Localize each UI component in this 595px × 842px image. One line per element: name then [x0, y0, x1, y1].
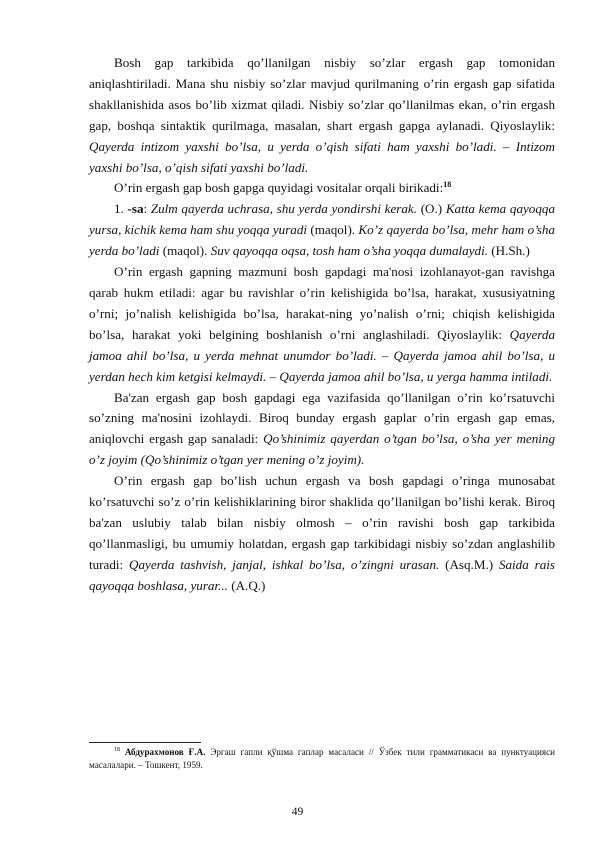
paragraph-text: O’rin ergash gap bosh gapga quyidagi vositalar orqali birikadi:	[114, 180, 444, 196]
paragraph	[89, 53, 555, 178]
example-text: Zulm qayerda uchrasa, shu yerda yondirshi kerak.	[150, 201, 418, 217]
example-text: Qo’shinimiz qayerdan o’tgan bo’lsa, o’sha yer mening o’z joyim (Qo’shinimiz o’tgan yer mening o’z joyim).	[89, 431, 555, 468]
footnote-author: Абдурахмонов Ғ.А.	[124, 747, 206, 757]
paragraph-text: (maqol).	[159, 243, 211, 259]
paragraph-text: (O.)	[417, 201, 446, 217]
paragraph-text: (Asq.M.)	[439, 556, 499, 572]
paragraph-text: :	[143, 201, 151, 217]
example-text: Saida rais qayoqqa boshlasa, yurar...	[89, 556, 555, 593]
page-number: 49	[291, 806, 304, 818]
body-text	[89, 53, 555, 597]
paragraph-text: (H.Sh.)	[487, 243, 530, 259]
example-text: Qayerda jamoa ahil bo’lsa, u yerda mehnat unumdor bo’ladi.	[89, 326, 555, 363]
example-text: Qayerda intizom yaxshi bo’lsa, u yerda o’qish sifati ham yaxshi bo’ladi. – Intizom yaxshi bo’lsa, o’qish sifati yaxshi bo’ladi.	[89, 138, 555, 175]
example-text: Qayerda tashvish, janjal, ishkal bo’lsa, o’zingni urasan.	[129, 556, 440, 572]
footnote-ref: 18	[443, 180, 452, 190]
footnote-separator	[89, 742, 201, 743]
paragraph	[89, 388, 555, 472]
example-text: Ko’z qayerda bo’lsa, mehr ham o’sha yerda bo’ladi	[89, 222, 555, 259]
paragraph-text: Ba'zan ergash gap bosh gapdagi ega vazifasida qo’llanilgan o’rin ko’rsatuvchi so’zning ma'nosini izohlaydi. Biroq bunday ergash gaplar o’rin ergash gap emas, aniqlovchi ergash gap sanaladi:	[89, 389, 555, 447]
paragraph-text: (A.Q.)	[227, 577, 266, 593]
paragraph-text: O’rin ergash gapning mazmuni bosh gapdagi ma'nosi izohlanayot-gan ravishga qarab hukm etiladi: agar bu ravishlar o’rin kelishigida bo’lsa, harakat, xususiyatning o’rni; jo’nalish kelishigida bo’lsa, harakat-ning yo’nalish o’rni; chiqish kelishigida bo’lsa, harakat yoki belgining boshlanish o’rni anglashiladi. Qiyoslaylik:	[89, 264, 555, 342]
footnote-reference: Эргаш гапли қўшма гаплар масаласи // Ўзбек тили грамматикаси ва пунктуацияси масалалари. – Тошкент, 1959.	[89, 747, 555, 770]
paragraph-text: 1.	[114, 201, 128, 217]
paragraph	[89, 178, 555, 199]
paragraph	[89, 199, 555, 262]
footnote-number: 18	[114, 747, 120, 753]
paragraph-text: -sa	[127, 201, 144, 217]
paragraph	[89, 262, 555, 387]
example-text: Suv qayoqqa oqsa, tosh ham o’sha yoqqa dumalaydi.	[210, 243, 488, 259]
paragraph	[89, 471, 555, 596]
footnote	[89, 746, 555, 771]
paragraph-text: –	[376, 347, 394, 363]
example-text: Qayerda jamoa ahil bo’lsa, u yerdan hech kim ketgisi kelmaydi. – Qayerda jamoa ahil bo’lsa, u yerga hamma intiladi.	[89, 347, 556, 384]
example-text: Katta kema qayoqqa yursa, kichik kema ham shu yoqqa yuradi	[89, 201, 555, 238]
paragraph-text: (maqol).	[307, 222, 359, 238]
paragraph-text: O’rin ergash gap bo’lish uchun ergash va bosh gapdagi o’ringa munosabat ko’rsatuvchi so’z o’rin kelishiklarining biror shaklida qo’llanilgan bo’lishi kerak. Biroq ba'zan uslubiy talab bilan nisbiy olmosh – o’rin ravishi bosh gap tarkibida qo’llanmasligi, bu umumiy holatdan, ergash gap tarkibidagi nisbiy so’zdan anglashilib turadi:	[89, 473, 555, 572]
paragraph-text: Bosh gap tarkibida qo’llanilgan nisbiy so’zlar ergash gap tomonidan aniqlashtiriladi. Mana shu nisbiy so’zlar mavjud qurilmaning o’rin ergash gap sifatida shakllanishida asos bo’lib xizmat qiladi. Nisbiy so’zlar qo’llanilmas ekan, o’rin ergash gap, boshqa sintaktik qurilmaga, masalan, shart ergash gapga aylanadi. Qiyoslaylik:	[89, 55, 555, 133]
